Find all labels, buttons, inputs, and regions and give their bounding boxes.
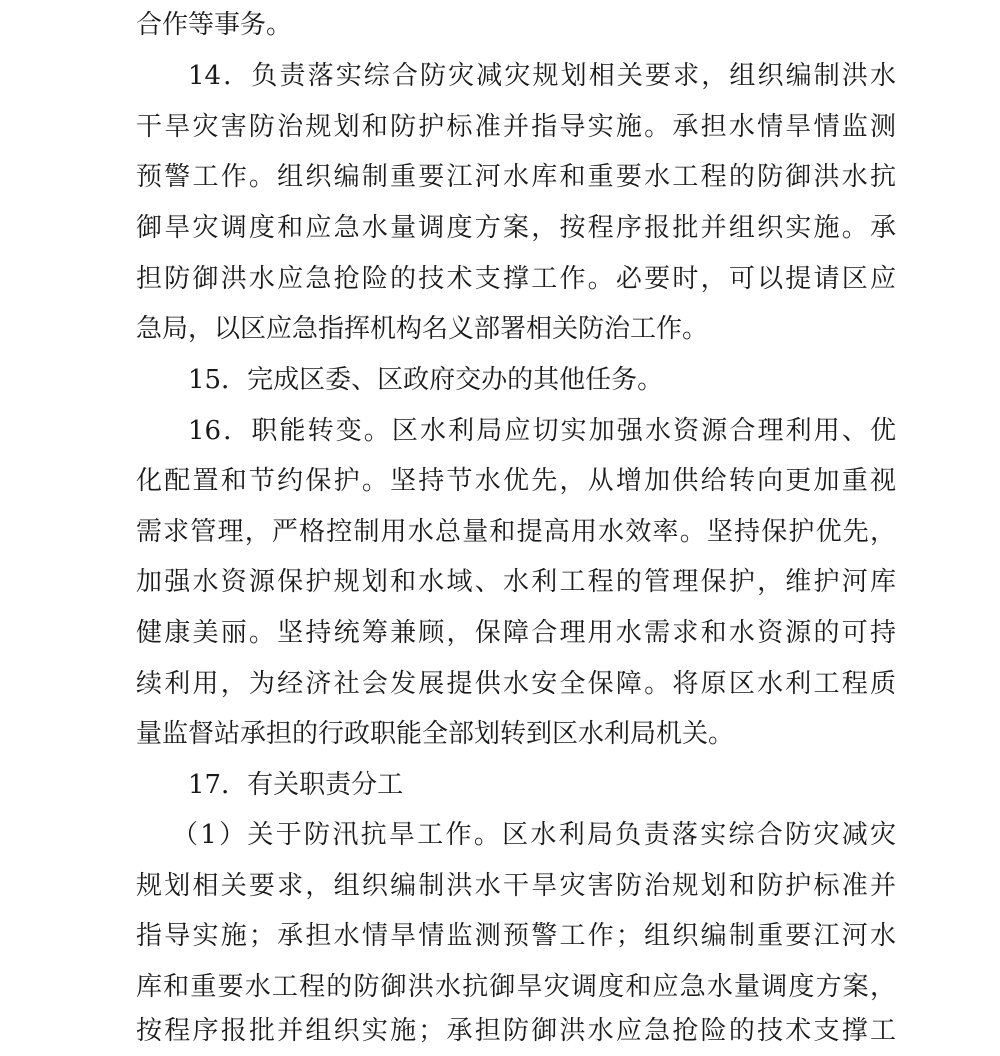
text-line: 御旱灾调度和应急水量调度方案，按程序报批并组织实施。承 <box>136 213 896 243</box>
text-line: 合作等事务。 <box>136 10 293 40</box>
text-line: 规划相关要求，组织编制洪水干旱灾害防治规划和防护标准并 <box>136 871 896 901</box>
text-line: 14．负责落实综合防灾减灾规划相关要求，组织编制洪水 <box>188 61 896 91</box>
text-line: 15．完成区委、区政府交办的其他任务。 <box>188 365 664 395</box>
text-line: 担防御洪水应急抢险的技术支撑工作。必要时，可以提请区应 <box>136 264 896 294</box>
text-line: 健康美丽。坚持统筹兼顾，保障合理用水需求和水资源的可持 <box>136 618 896 648</box>
text-line: 续利用，为经济社会发展提供水安全保障。将原区水利工程质 <box>136 669 896 699</box>
text-line: 库和重要水工程的防御洪水抗御旱灾调度和应急水量调度方案， <box>136 972 896 1002</box>
text-line: 干旱灾害防治规划和防护标准并指导实施。承担水情旱情监测 <box>136 112 896 142</box>
text-line: 17．有关职责分工 <box>188 770 404 800</box>
text-line: 按程序报批并组织实施；承担防御洪水应急抢险的技术支撑工 <box>136 1016 896 1046</box>
text-line: 急局，以区应急指挥机构名义部署相关防治工作。 <box>136 314 709 344</box>
text-line: 需求管理，严格控制用水总量和提高用水效率。坚持保护优先， <box>136 517 896 547</box>
text-line: 预警工作。组织编制重要江河水库和重要水工程的防御洪水抗 <box>136 162 896 192</box>
text-line: 指导实施；承担水情旱情监测预警工作；组织编制重要江河水 <box>136 921 896 951</box>
text-line: 加强水资源保护规划和水域、水利工程的管理保护，维护河库 <box>136 567 896 597</box>
text-line: 量监督站承担的行政职能全部划转到区水利局机关。 <box>136 719 735 749</box>
text-line: 16．职能转变。区水利局应切实加强水资源合理利用、优 <box>188 416 896 446</box>
text-line: （1）关于防汛抗旱工作。区水利局负责落实综合防灾减灾 <box>172 820 896 850</box>
text-line: 化配置和节约保护。坚持节水优先，从增加供给转向更加重视 <box>136 466 896 496</box>
